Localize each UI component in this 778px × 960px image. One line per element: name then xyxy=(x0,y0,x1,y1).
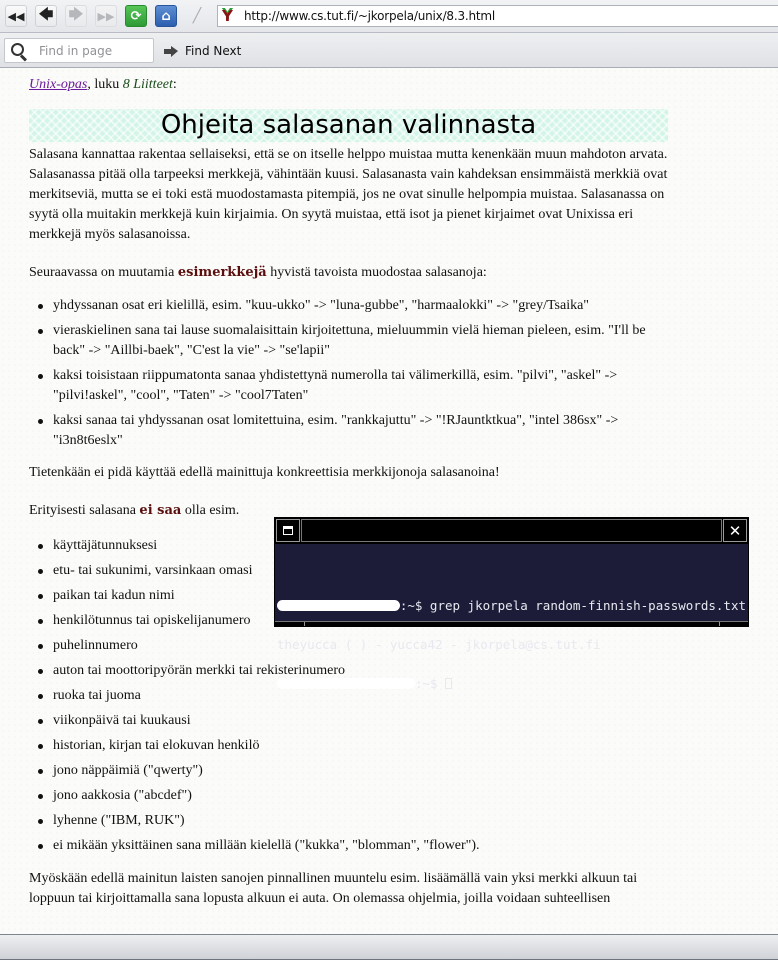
list-item: vieraskielinen sana tai lause suomalaisittain kirjoitettuna, mieluummin vielä hieman pieleen, esim. "I'll be back" -> "Aillbi-baek", "C'est la vie" -> "se'lapii" xyxy=(53,321,669,361)
url-text[interactable]: http://www.cs.tut.fi/~jkorpela/unix/8.3.html xyxy=(244,9,496,23)
close-icon: ✕ xyxy=(728,521,742,540)
rewind-button[interactable] xyxy=(5,5,27,27)
find-next-label: Find Next xyxy=(185,44,242,58)
list-item: auton tai moottoripyörän merkki tai rekisterinumero xyxy=(53,661,669,681)
terminal-output[interactable] xyxy=(277,573,746,716)
list-item: käyttäjätunnuksesi xyxy=(53,536,669,556)
redacted-prompt xyxy=(277,678,415,689)
list-item: jono aakkosia ("abcdef") xyxy=(53,786,669,806)
closing-paragraph: Myöskään edellä mainitun laisten sanojen pinnallinen muuntelu esim. lisäämällä vain yksi merkki alkuun tai loppuun tai kirjoittamalla sana lopusta alkuun ei auta. On olemassa ohjelmia, joilla voidaan suhteellisen xyxy=(29,871,638,906)
maximize-icon xyxy=(283,526,293,535)
reload-icon: ⟳ xyxy=(130,8,142,24)
terminal-title xyxy=(301,519,722,542)
find-toolbar xyxy=(0,33,778,68)
prompt-suffix: :~$ xyxy=(399,598,430,613)
terminal-maximize-button[interactable] xyxy=(276,519,300,542)
back-arrow-icon: 🡄 xyxy=(38,7,54,23)
forbidden-intro-text: Erityisesti salasana xyxy=(29,503,140,518)
forward-button[interactable] xyxy=(65,5,87,27)
edit-button[interactable] xyxy=(186,5,208,27)
list-item: lyhenne ("IBM, RUK") xyxy=(53,811,669,831)
terminal-status-bar xyxy=(275,621,748,626)
fast-forward-button[interactable] xyxy=(95,5,117,27)
list-item: ruoka tai juoma xyxy=(53,686,669,706)
navigation-toolbar xyxy=(0,0,778,33)
back-button[interactable] xyxy=(35,5,57,27)
terminal-output-line: theyucca ( ) - yucca42 - jkorpela@cs.tut.fi xyxy=(277,637,601,652)
terminal-line xyxy=(277,599,746,612)
search-icon xyxy=(11,43,27,59)
forward-arrow-icon: 🡆 xyxy=(68,7,84,23)
find-next-button[interactable] xyxy=(164,42,241,60)
page-content xyxy=(29,68,669,909)
browser-status-bar xyxy=(0,934,778,960)
examples-intro-text: Seuraavassa on muutamia xyxy=(29,265,178,280)
intro-paragraph: Salasana kannattaa rakentaa sellaiseksi, että se on itselle helppo muistaa mutta kenenkään muun mahdoton arvata. Salasanassa pitää olla tarpeeksi merkkejä, vähintään kuusi. Salasanasta vain kahdeksan ensimmäistä merkkiä ovat merkitseviä, mutta se ei toki estä muodostamasta pitempiä, jos ne ovat sinulle helpompia muistaa. Salasanassa on syytä olla muitakin merkkejä kuin kirjaimia. On syytä muistaa, että isot ja pienet kirjaimet ovat Unixissa eri merkkejä myös salasanoissa. xyxy=(29,147,668,242)
find-in-page-field[interactable] xyxy=(4,38,154,63)
list-item: puhelinnumero xyxy=(53,636,669,656)
forbidden-emphasis: ei saa xyxy=(139,503,182,518)
list-item: paikan tai kadun nimi xyxy=(53,586,669,606)
terminal-titlebar[interactable] xyxy=(275,518,748,544)
list-item: kaksi sanaa tai yhdyssanan osat lomitettuina, esim. "rankkajuttu" -> "!RJauntktkua", "intel 386sx" -> "i3n8t6eslx" xyxy=(53,411,669,451)
breadcrumb xyxy=(29,75,669,95)
breadcrumb-separator: , luku xyxy=(87,77,123,92)
list-item: viikonpäivä tai kuukausi xyxy=(53,711,669,731)
examples-intro-text-end: hyvistä tavoista muodostaa salasanoja: xyxy=(266,265,487,280)
breadcrumb-link-unix-opas[interactable]: Unix-opas xyxy=(29,77,88,92)
examples-intro xyxy=(29,263,669,283)
terminal-command: grep jkorpela random-finnish-passwords.txt xyxy=(429,598,746,613)
page-viewport[interactable] xyxy=(0,68,778,934)
forbidden-intro-text-end: olla esim. xyxy=(181,503,240,518)
arrow-right-icon xyxy=(164,46,178,56)
address-bar[interactable] xyxy=(217,5,778,27)
list-item: etu- tai sukunimi, varsinkaan omasi xyxy=(53,561,669,581)
list-item: jono näppäimiä ("qwerty") xyxy=(53,761,669,781)
terminal-window[interactable] xyxy=(274,517,749,691)
terminal-line xyxy=(277,677,746,690)
breadcrumb-end: : xyxy=(172,77,177,92)
redacted-prompt xyxy=(277,600,400,611)
page-title: Ohjeita salasanan valinnasta xyxy=(29,109,668,142)
find-input[interactable] xyxy=(37,43,151,59)
list-item: yhdyssanan osat eri kielillä, esim. "kuu-ukko" -> "luna-gubbe", "harmaalokki" -> "grey/Tsaika" xyxy=(53,296,669,316)
home-icon: ⌂ xyxy=(161,8,171,24)
terminal-cursor xyxy=(445,678,452,689)
site-favicon-icon: Y xyxy=(222,7,233,25)
reload-button[interactable] xyxy=(125,5,147,27)
list-item: henkilötunnus tai opiskelijanumero xyxy=(53,611,669,631)
good-examples-list xyxy=(29,296,669,451)
breadcrumb-chapter: 8 Liitteet xyxy=(122,77,173,92)
terminal-line xyxy=(277,638,746,651)
pencil-icon: ╱ xyxy=(192,8,202,24)
fast-forward-icon: ▶▶ xyxy=(97,9,115,23)
examples-emphasis: esimerkkejä xyxy=(177,265,267,280)
home-button[interactable] xyxy=(155,5,177,27)
warning-paragraph: Tietenkään ei pidä käyttää edellä mainittuja konkreettisia merkkijonoja salasanoina! xyxy=(29,465,500,480)
list-item: ei mikään yksittäinen sana millään kielellä ("kukka", "blomman", "flower"). xyxy=(53,836,669,856)
prompt-suffix: :~$ xyxy=(415,676,446,691)
list-item: kaksi toisistaan riippumatonta sanaa yhdistettynä numerolla tai välimerkillä, esim. "pilvi", "askel" -> "pilvi!askel", "cool", "Taten" -> "cool7Taten" xyxy=(53,366,669,406)
list-item: historian, kirjan tai elokuvan henkilö xyxy=(53,736,669,756)
terminal-close-button[interactable] xyxy=(723,519,747,542)
rewind-icon: ◀◀ xyxy=(7,9,25,23)
